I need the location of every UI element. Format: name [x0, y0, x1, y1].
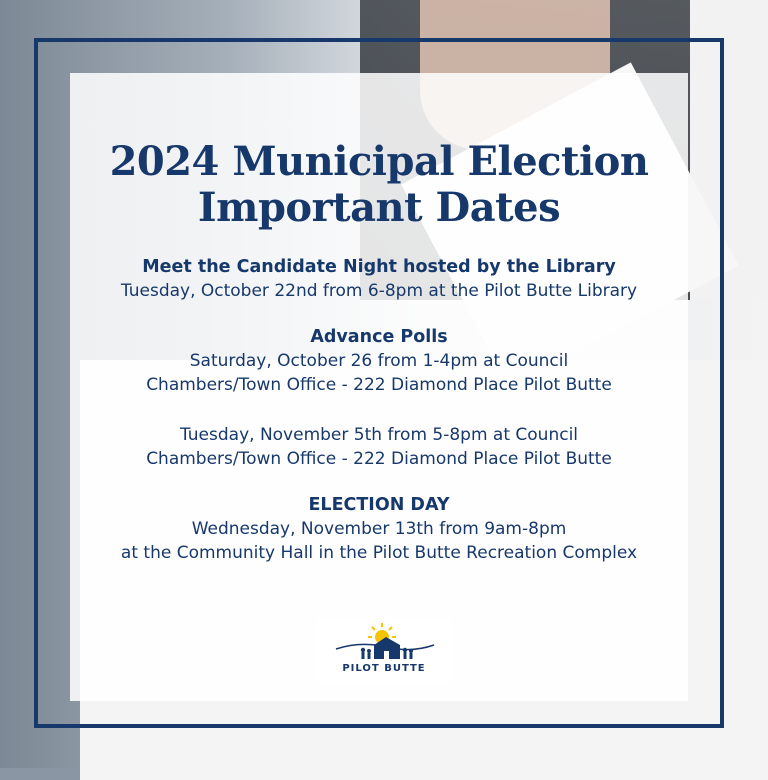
title-line-1: 2024 Municipal Election [109, 138, 649, 185]
candidate-night-section [70, 255, 688, 303]
election-day-heading: ELECTION DAY [308, 495, 450, 515]
election-day-line-2: at the Community Hall in the Pilot Butte Recreation Complex [120, 543, 638, 563]
candidate-night-heading: Meet the Candidate Night hosted by the Library [142, 257, 616, 277]
title-line-2: Important Dates [197, 184, 561, 231]
logo-door [384, 651, 389, 659]
election-day-line-1: Wednesday, November 13th from 9am-8pm [191, 519, 567, 539]
advance-polls-heading: Advance Polls [310, 327, 448, 347]
election-day-section [70, 493, 688, 565]
pilot-butte-logo [316, 619, 452, 683]
pilot-butte-logo-icon [316, 619, 452, 667]
advance-poll-2-line-1: Tuesday, November 5th from 5-8pm at Council [179, 425, 579, 445]
advance-poll-2-line-2: Chambers/Town Office - 222 Diamond Place Pilot Butte [146, 449, 612, 469]
candidate-night-details: Tuesday, October 22nd from 6-8pm at the Pilot Butte Library [120, 281, 638, 301]
advance-polls-section [70, 325, 688, 471]
logo-text: PILOT BUTTE [342, 663, 426, 674]
advance-poll-1-line-2: Chambers/Town Office - 222 Diamond Place Pilot Butte [146, 375, 612, 395]
content [70, 73, 688, 565]
advance-poll-1-line-1: Saturday, October 26 from 1-4pm at Council [189, 351, 569, 371]
page-title [70, 139, 688, 231]
